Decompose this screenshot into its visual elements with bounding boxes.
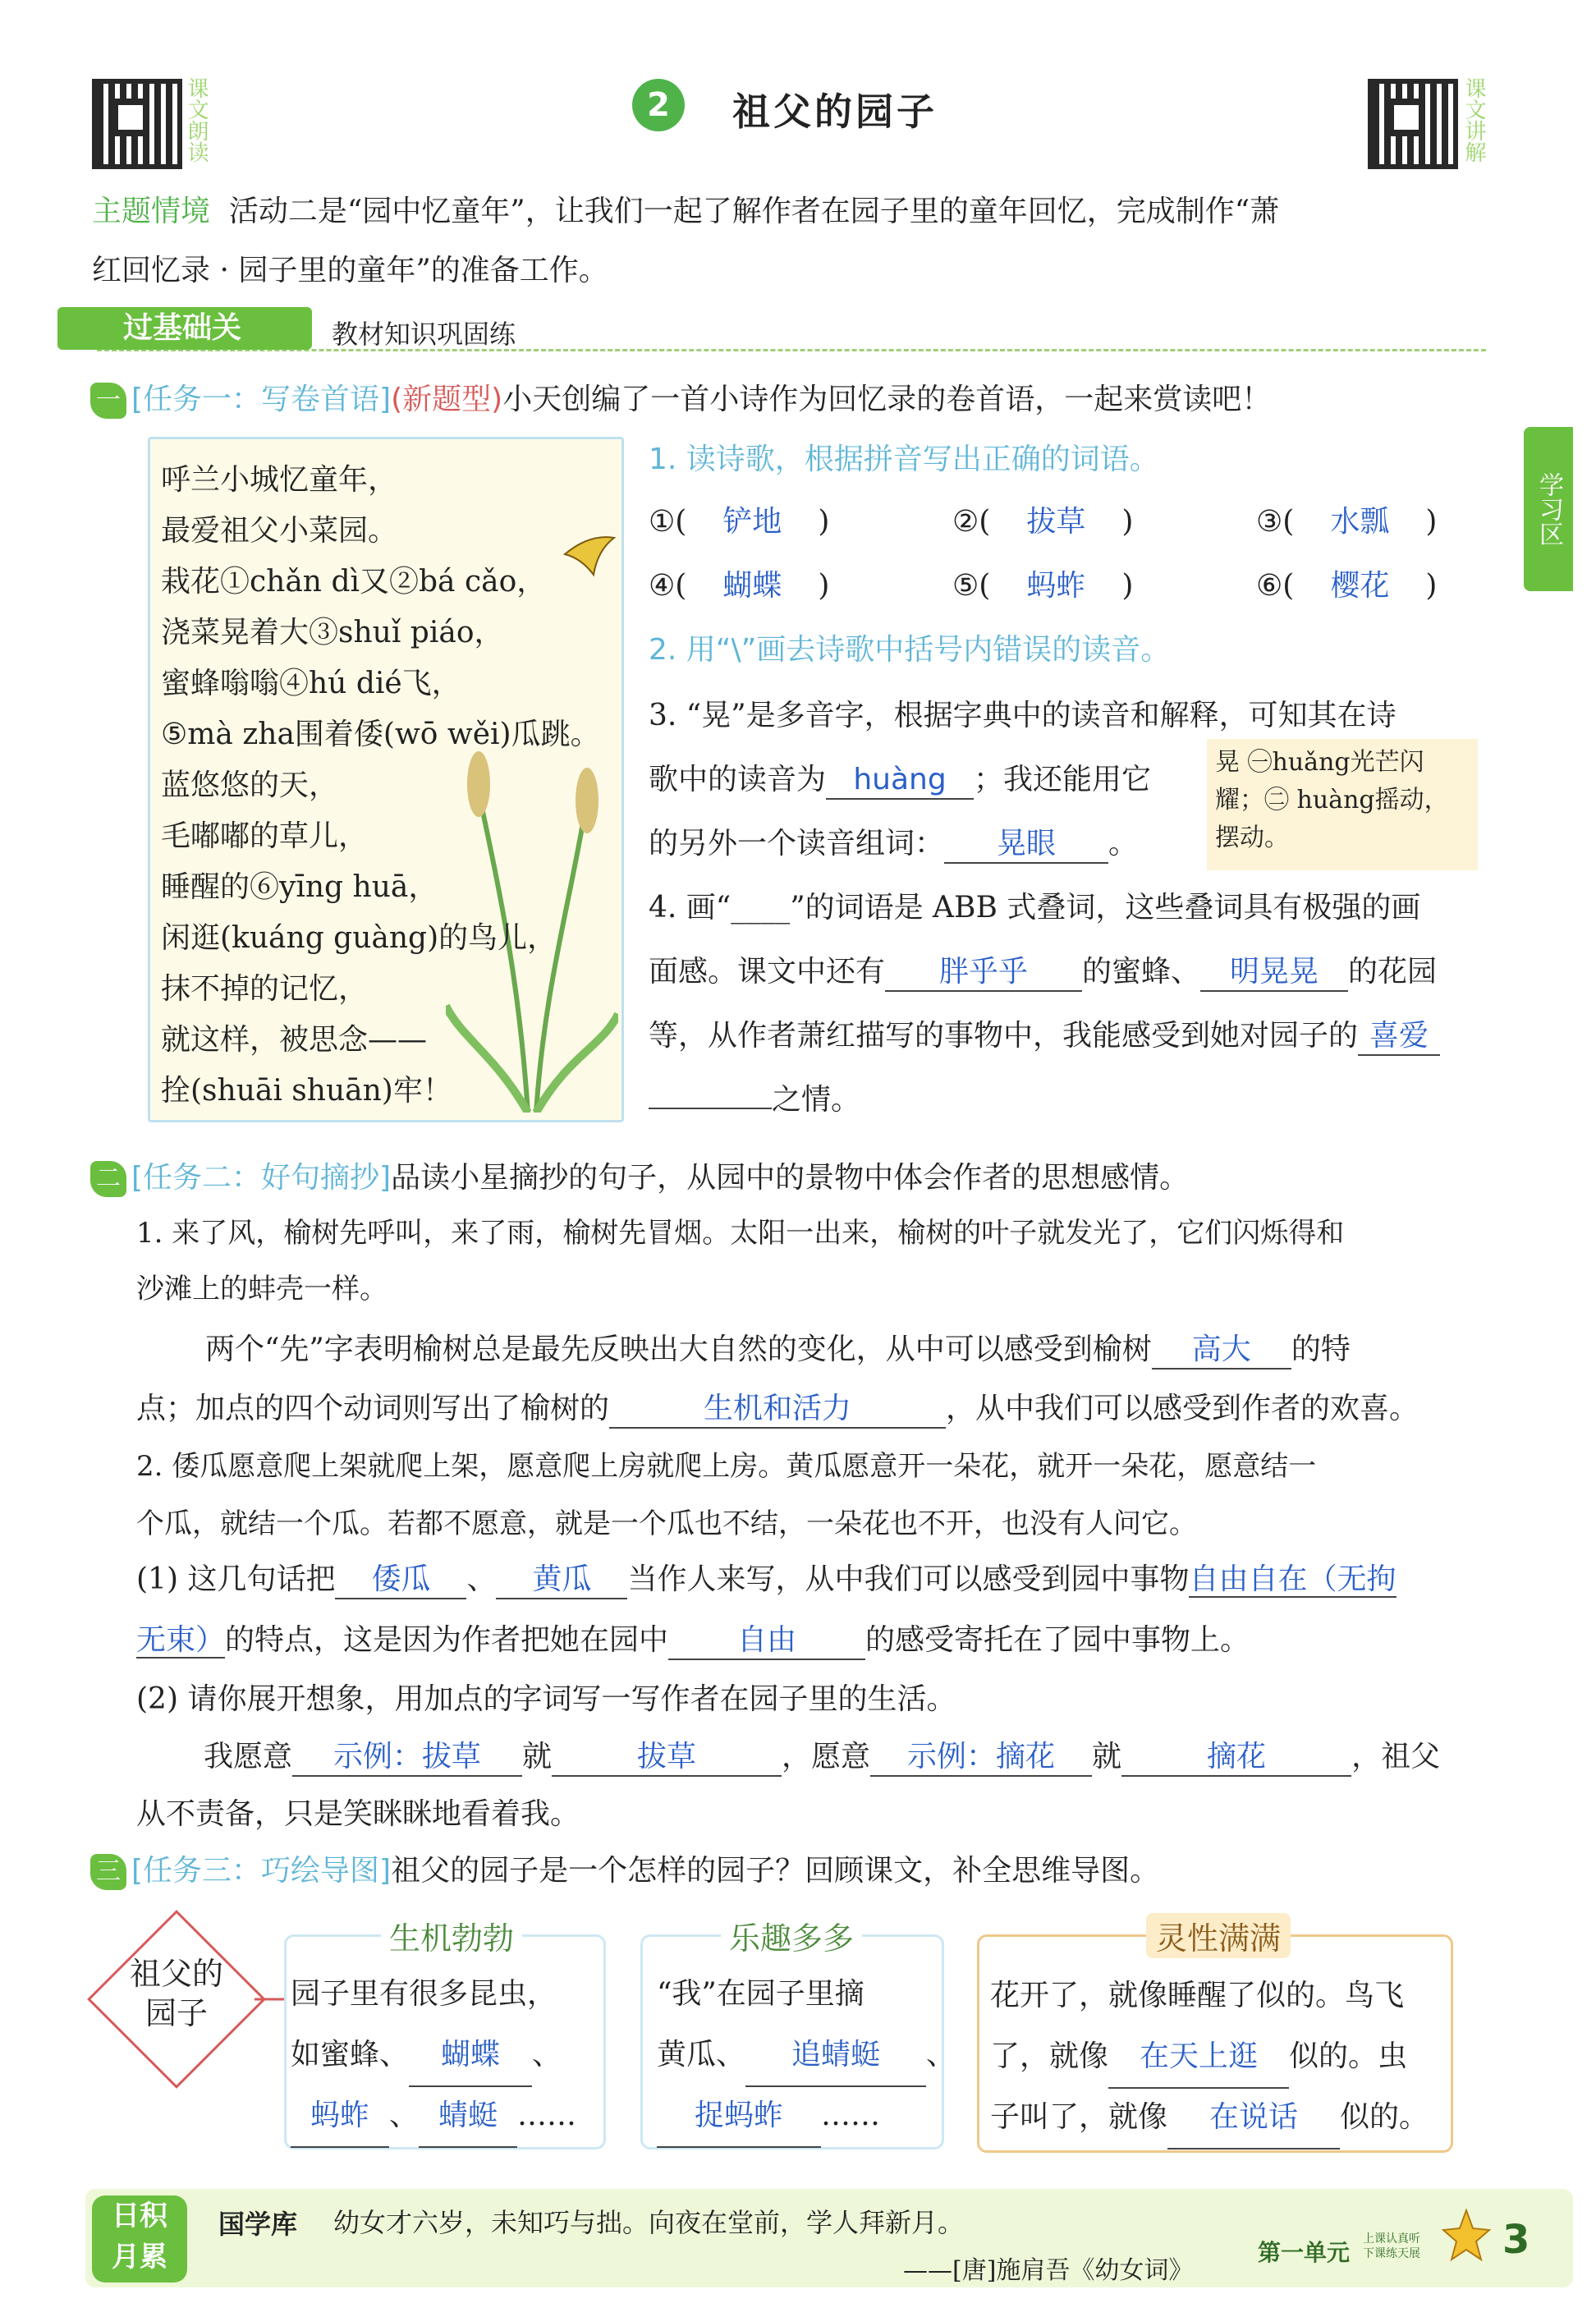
footer-quote: 幼女才六岁，未知巧与拙。向夜在堂前，学人拜新月。 (333, 2207, 965, 2238)
idx-end: ) (1425, 505, 1438, 539)
text: 、 (389, 2099, 420, 2132)
poem-line: ⑤mà zha围着倭(wō wěi)瓜跳。 (161, 718, 600, 751)
text: 了，就像 (990, 2039, 1109, 2073)
q4-line2 (649, 954, 1437, 992)
text: …… (517, 2099, 577, 2132)
t2-answer-6: 自由 (668, 1622, 865, 1660)
q3-line1: 3. “晃”是多音字，根据字典中的读音和解释，可知其在诗 (649, 699, 1396, 732)
task1-text: 小天创编了一首小诗作为回忆录的卷首语，一起来赏读吧！ (502, 383, 1272, 416)
text: (1) 这几句话把 (136, 1562, 336, 1596)
mindmap-box-1-l1: 园子里有很多昆虫， (291, 1977, 557, 2011)
text: 黄瓜、 (657, 2038, 746, 2072)
footer-badge-top: 日积 (112, 2200, 167, 2232)
bird-illustration (561, 530, 618, 579)
idx: ②( (952, 505, 991, 539)
text: 歌中的读音为 (649, 763, 827, 796)
task2-number: 二 (90, 1161, 126, 1197)
q1-answer-5 (952, 568, 1133, 604)
text: 似的。 (1340, 2100, 1429, 2134)
text: 。 (1108, 827, 1139, 860)
intro-paragraph (92, 182, 1504, 301)
text: ，从中我们可以感受到作者的欢喜。 (946, 1392, 1419, 1425)
footer-slogan (1363, 2232, 1420, 2261)
text: 的另外一个读音组词： (649, 827, 945, 860)
t2-s2-q1-line2 (136, 1622, 1250, 1660)
text: 1. 来了风，榆树先呼叫，来了雨，榆树先冒烟。太阳一出来，榆树的叶子就发光了，它们闪烁得和 (136, 1217, 1345, 1250)
poem-line: 蓝悠悠的天， (161, 769, 339, 802)
q1-text: 1. 读诗歌，根据拼音写出正确的词语。 (649, 443, 1159, 476)
t2-answer-10: 摘花 (1121, 1739, 1351, 1777)
text: 等，从作者萧红描写的事物中，我能感受到她对园子的 (649, 1019, 1359, 1053)
mindmap-answer: 蚂蚱 (291, 2085, 389, 2148)
t2-answer-5b: 无束） (136, 1623, 226, 1657)
qr-code-left (92, 79, 182, 169)
intro-text-1: 活动二是“园中忆童年”，让我们一起了解作者在园子里的童年回忆，完成制作“萧 (228, 195, 1280, 228)
poem-line: 闲逛(kuáng guàng)的鸟儿， (161, 921, 557, 955)
footer-unit: 第一单元 (1258, 2239, 1351, 2266)
task2-text: 品读小星摘抄的句子，从园中的景物中体会作者的思想感情。 (391, 1161, 1190, 1195)
mindmap-center: 祖父的园子 (129, 1956, 223, 2031)
text: 面感。课文中还有 (649, 955, 886, 989)
q4-line3 (649, 1018, 1440, 1056)
mindmap-box-3-title: 灵性满满 (1146, 1913, 1291, 1958)
text: 就 (1092, 1740, 1122, 1773)
text: 、 (926, 2038, 956, 2072)
q4-answer-1: 胖乎乎 (885, 954, 1082, 992)
mindmap-answer: 蜻蜓 (419, 2085, 517, 2148)
dictionary-box: 晃 ㊀huǎng光芒闪耀；㊁ huàng摇动，摆动。 (1207, 739, 1478, 870)
answer: 水瓢 (1330, 505, 1390, 539)
mindmap-connector (255, 1995, 287, 2003)
footer-slogan-1: 上课认真听 (1363, 2232, 1420, 2246)
text: ，愿意 (782, 1740, 871, 1773)
answer: 拔草 (1026, 505, 1086, 539)
poem-line: 毛嘟嘟的草儿， (161, 819, 369, 853)
idx: ⑥( (1256, 569, 1295, 603)
q3-line3 (649, 826, 1138, 864)
text: ，祖父 (1351, 1740, 1441, 1773)
poem-line: 浇菜晃着大③shuǐ piáo， (161, 616, 504, 649)
q4-answer-3: 喜爱 (1358, 1018, 1440, 1056)
t2-s1-q-line2 (136, 1391, 1419, 1429)
q4-line1: 4. 画“____”的词语是 ABB 式叠词，这些叠词具有极强的画 (649, 891, 1421, 925)
t2-answer-1: 高大 (1152, 1332, 1291, 1370)
q3-line2 (649, 762, 1151, 800)
t2-s2-q1-line1 (136, 1562, 1396, 1599)
text: 两个“先”字表明榆树总是最先反映出大自然的变化，从中可以感受到榆树 (205, 1333, 1152, 1366)
footer-badge (92, 2195, 187, 2283)
idx: ③( (1256, 505, 1295, 539)
t2-answer-4: 黄瓜 (496, 1562, 627, 1599)
text: 子叫了，就像 (990, 2100, 1168, 2134)
mindmap-box-3-l2 (990, 2026, 1407, 2089)
mindmap-box-1-l3 (291, 2085, 576, 2148)
task3-number: 三 (90, 1854, 126, 1890)
section-chip: 过基础关 (57, 307, 312, 350)
text: 似的。虫 (1289, 2039, 1408, 2073)
page-number: 3 (1502, 2217, 1530, 2263)
mindmap-box-3-l3 (990, 2087, 1429, 2150)
mascot-icon (1442, 2209, 1491, 2266)
intro-label: 主题情境 (92, 195, 211, 228)
text: 、 (466, 1562, 497, 1596)
idx: ④( (649, 569, 687, 603)
qr-code-right (1368, 79, 1458, 169)
poem-line: 拴(shuāi shuān)牢！ (161, 1074, 452, 1108)
mindmap-answer: 在天上逛 (1108, 2026, 1289, 2089)
task1-number: 一 (90, 383, 126, 419)
mindmap-box-2-l3 (657, 2085, 880, 2148)
t2-s1-line1 (136, 1215, 1344, 1251)
poem-line: 就这样，被思念—— (161, 1023, 428, 1057)
qr-left-label: 课文朗读 (184, 77, 209, 163)
task1-tag: [任务一：写卷首语] (131, 383, 392, 416)
mindmap-answer: 捉蚂蚱 (657, 2085, 821, 2148)
mindmap-box-2-l1: “我”在园子里摘 (657, 1977, 864, 2011)
qr-right-label: 课文讲解 (1461, 77, 1486, 163)
poem-line: 呼兰小城忆童年， (161, 463, 398, 497)
mindmap-answer: 追蜻蜓 (745, 2025, 926, 2087)
mindmap-answer: 蝴蝶 (409, 2025, 532, 2087)
task3-tag: [任务三：巧绘导图] (131, 1854, 392, 1888)
text: 点；加点的四个动词则写出了榆树的 (136, 1392, 610, 1425)
poem-line: 睡醒的⑥yīng huā， (161, 870, 438, 904)
idx: ①( (649, 505, 687, 539)
mindmap-box-1-l2 (291, 2025, 562, 2087)
q2-prompt (649, 632, 1170, 668)
answer: 樱花 (1330, 569, 1390, 603)
footer-source: ——[唐]施肩吾《幼女词》 (903, 2256, 1194, 2285)
task3-text: 祖父的园子是一个怎样的园子？回顾课文，补全思维导图。 (391, 1854, 1160, 1888)
lesson-number-badge: 2 (632, 79, 685, 131)
idx: ⑤( (952, 569, 991, 603)
q1-answer-3 (1256, 504, 1437, 540)
poem-line: 抹不掉的记忆， (161, 972, 369, 1006)
mindmap-box-3-l1: 花开了，就像睡醒了似的。鸟飞 (990, 1979, 1405, 2012)
answer: 蚂蚱 (1026, 569, 1086, 603)
task2-heading (90, 1158, 1189, 1199)
q3-answer-2: 晃眼 (944, 826, 1108, 864)
text: 的蜜蜂、 (1082, 955, 1201, 989)
section-subtitle: 教材知识巩固练 (332, 319, 516, 350)
idx-end: ) (1425, 569, 1438, 603)
q1-answer-6 (1256, 568, 1437, 604)
q1-answer-2 (952, 504, 1133, 540)
t2-answer-3: 倭瓜 (335, 1562, 466, 1599)
text: ；我还能用它 (974, 763, 1152, 796)
side-tab-study-area: 学习区 (1524, 427, 1573, 591)
q1-prompt (649, 442, 1159, 478)
text: 的花园 (1348, 955, 1438, 989)
text: 就 (522, 1740, 553, 1773)
t2-answer-2: 生机和活力 (609, 1391, 946, 1429)
t2-answer-7: 示例：拔草 (292, 1739, 522, 1777)
q4-line4 (649, 1082, 860, 1118)
t2-answer-5a: 自由自在（无拘 (1189, 1562, 1396, 1596)
t2-s1-q-line1 (205, 1332, 1351, 1370)
t2-s2-write-line1 (204, 1739, 1440, 1777)
q4-answer-2: 明晃晃 (1200, 954, 1348, 992)
text: 如蜜蜂、 (291, 2038, 410, 2072)
t2-answer-8: 拔草 (552, 1739, 782, 1777)
text: 的特点，这是因为作者把她在园中 (225, 1623, 669, 1657)
poem-line: 栽花①chǎn dì又②bá cǎo， (161, 565, 547, 599)
task1-heading (90, 379, 1271, 420)
text: 、 (532, 2038, 562, 2072)
idx-end: ) (818, 569, 830, 603)
footer-slogan-2: 下课练天展 (1363, 2247, 1420, 2260)
t2-s2-q2: (2) 请你展开想象，用加点的字词写一写作者在园子里的生活。 (136, 1682, 956, 1716)
t2-s1-line2: 沙滩上的蚌壳一样。 (136, 1273, 388, 1305)
poem-line: 最爱祖父小菜园。 (161, 514, 398, 548)
mindmap-box-1-title: 生机勃勃 (381, 1913, 522, 1958)
mindmap-answer: 在说话 (1167, 2087, 1340, 2150)
idx-end: ) (818, 505, 830, 539)
task1-new-type: (新题型) (391, 383, 503, 416)
text: 的特 (1291, 1333, 1351, 1366)
t2-s2-line2: 个瓜，就结一个瓜。若都不愿意，就是一个瓜也不结，一朵花也不开，也没有人问它。 (136, 1507, 1197, 1540)
text: 我愿意 (204, 1740, 293, 1773)
t2-s2-write-line2: 从不责备，只是笑眯眯地看着我。 (136, 1797, 580, 1831)
text: 之情。 (772, 1083, 861, 1117)
text: 当作人来写，从中我们可以感受到园中事物 (627, 1562, 1190, 1596)
intro-text-2: 红回忆录 · 园子里的童年”的准备工作。 (92, 254, 608, 287)
lesson-title: 祖父的园子 (732, 89, 938, 134)
idx-end: ) (1121, 505, 1134, 539)
answer: 铲地 (722, 505, 782, 539)
idx-end: ) (1121, 569, 1134, 603)
q3-answer-1: huàng (826, 762, 974, 800)
q1-answer-1 (649, 504, 829, 540)
t2-s2-line1: 2. 倭瓜愿意爬上架就爬上架，愿意爬上房就爬上房。黄瓜愿意开一朵花，就开一朵花，愿意结一 (136, 1450, 1317, 1483)
q1-answer-4 (649, 568, 829, 604)
mindmap-box-2-title: 乐趣多多 (721, 1913, 862, 1958)
poem-line: 蜜蜂嗡嗡④hú dié飞， (161, 667, 461, 700)
q2-text: 2. 用“\”画去诗歌中括号内错误的读音。 (649, 633, 1171, 667)
mindmap-box-2-l2 (657, 2025, 956, 2087)
task3-heading (90, 1851, 1159, 1892)
text: 的感受寄托在了园中事物上。 (865, 1623, 1250, 1657)
t2-answer-9: 示例：摘花 (870, 1739, 1092, 1777)
q4-blank-continue (649, 1108, 772, 1109)
footer-badge-bottom: 月累 (112, 2241, 167, 2273)
text: …… (821, 2099, 880, 2132)
footer-label: 国学库 (218, 2209, 298, 2240)
answer: 蝴蝶 (722, 569, 782, 603)
task2-tag: [任务二：好句摘抄] (131, 1161, 392, 1195)
